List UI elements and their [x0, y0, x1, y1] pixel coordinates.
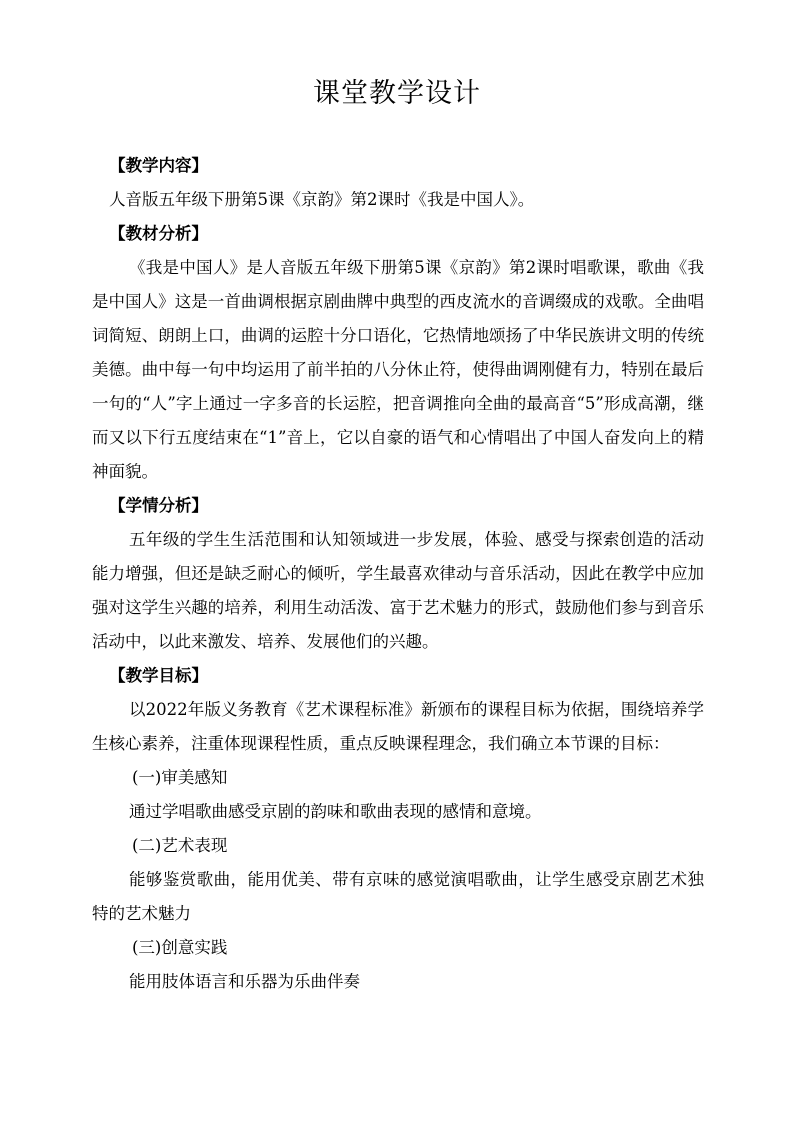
- section-heading-goals: 【教学目标】: [109, 666, 208, 685]
- goal-text-2: 能够鉴赏歌曲，能用优美、带有京味的感觉演唱歌曲，让学生感受京剧艺术独特的艺术魅力: [92, 870, 704, 923]
- section-heading-students: 【学情分析】: [109, 496, 208, 515]
- section-text-students: 五年级的学生生活范围和认知领域进一步发展，体验、感受与探索创造的活动能力增强，但还是缺乏耐心的倾听，学生最喜欢律动与音乐活动，因此在教学中应加强对这学生兴趣的培养，利用生动活泼、富于艺术魅力的形式，鼓励他们参与到音乐活动中，以此来激发、培养、发展他们的兴趣。: [92, 530, 704, 651]
- goal-text-3: 能用肢体语言和乐器为乐曲伴奏: [129, 972, 360, 991]
- page-title: 课堂教学设计: [313, 78, 481, 109]
- section-text-content: 人音版五年级下册第5课《京韵》第2课时《我是中国人》。: [109, 190, 535, 209]
- document-body: [92, 149, 704, 999]
- goal-text-1: 通过学唱歌曲感受京剧的韵味和歌曲表现的感情和意境。: [129, 802, 542, 821]
- goal-label-2: (二)艺术表现: [132, 836, 228, 855]
- goal-label-3: (三)创意实践: [132, 938, 228, 957]
- section-text-goals-intro: 以2022年版义务教育《艺术课程标准》新颁布的课程目标为依据，围绕培养学生核心素养，注重体现课程性质，重点反映课程理念，我们确立本节课的目标：: [92, 700, 704, 753]
- goal-label-1: (一)审美感知: [132, 768, 228, 787]
- section-heading-content: 【教学内容】: [109, 156, 208, 175]
- section-text-material: 《我是中国人》是人音版五年级下册第5课《京韵》第2课时唱歌课，歌曲《我是中国人》这是一首曲调根据京剧曲牌中典型的西皮流水的音调缀成的戏歌。全曲唱词简短、朗朗上口，曲调的运腔十分口语化，它热情地颂扬了中华民族讲文明的传统美德。曲中每一句中均运用了前半拍的八分休止符，使得曲调刚健有力，特别在最后一句的“人”字上通过一字多音的长运腔，把音调推向全曲的最高音“5”形成高潮，继而又以下行五度结束在“1”音上，它以自豪的语气和心情唱出了中国人奋发向上的精神面貌。: [92, 258, 704, 481]
- section-heading-material: 【教材分析】: [109, 224, 208, 243]
